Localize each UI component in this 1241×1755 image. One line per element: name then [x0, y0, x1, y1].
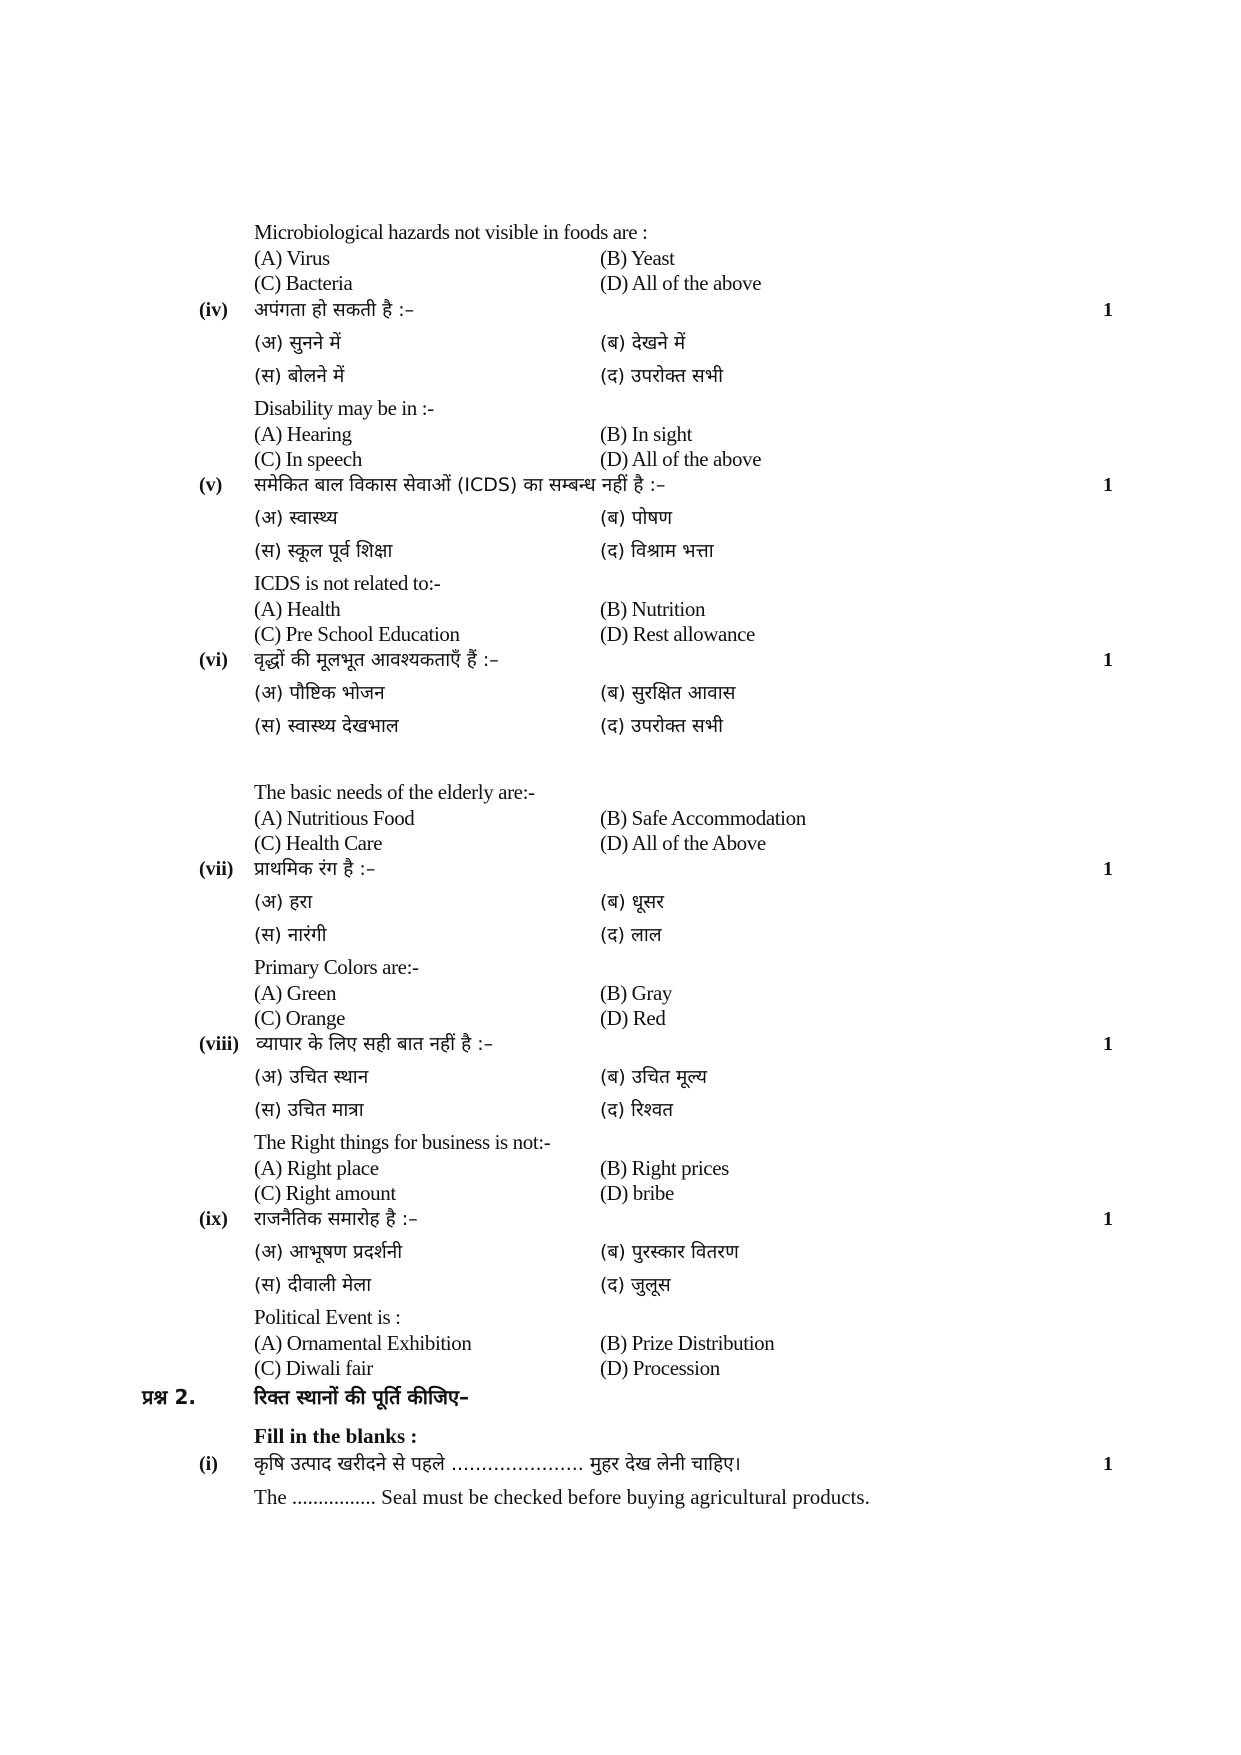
q8-en-option-b: (B) Right prices	[600, 1156, 729, 1180]
q7-en-option-d: (D) Red	[600, 1006, 666, 1030]
q8-en-question: The Right things for business is not:-	[254, 1130, 551, 1154]
q7-hi-option-c: (स) नारंगी	[254, 924, 327, 946]
q4-en-option-b: (B) In sight	[600, 422, 693, 446]
q9-number: (ix)	[199, 1208, 228, 1230]
q6-en-option-a: (A) Nutritious Food	[254, 806, 415, 830]
q8-en-option-a: (A) Right place	[254, 1156, 379, 1180]
q4-hi-option-c: (स) बोलने में	[254, 365, 345, 387]
q7-hi-option-a: (अ) हरा	[254, 891, 313, 913]
q4-hi-option-a: (अ) सुनने में	[254, 332, 341, 354]
q7-en-question: Primary Colors are:-	[254, 955, 419, 979]
q6-marks: 1	[1103, 649, 1113, 671]
section2-en-title: Fill in the blanks :	[254, 1424, 418, 1448]
q9-en-option-c: (C) Diwali fair	[254, 1356, 373, 1380]
q3-en-option-a: (A) Virus	[254, 246, 330, 270]
q9-hi-option-a: (अ) आभूषण प्रदर्शनी	[254, 1241, 403, 1263]
q8-number: (viii)	[199, 1033, 239, 1055]
q6-hi-option-b: (ब) सुरक्षित आवास	[600, 682, 736, 704]
q8-en-option-d: (D) bribe	[600, 1181, 674, 1205]
q7-marks: 1	[1103, 858, 1113, 880]
q9-en-option-d: (D) Procession	[600, 1356, 720, 1380]
q4-marks: 1	[1103, 299, 1113, 321]
q6-hi-option-d: (द) उपरोक्त सभी	[600, 715, 724, 737]
q5-hi-option-a: (अ) स्वास्थ्य	[254, 507, 338, 529]
section2-item-en-text: The ................ Seal must be checked before buying agricultural products.	[254, 1485, 870, 1509]
q7-hi-question: प्राथमिक रंग है :–	[254, 858, 376, 880]
q4-en-question: Disability may be in :-	[254, 396, 434, 420]
q3-en-option-b: (B) Yeast	[600, 246, 675, 270]
q3-en-option-d: (D) All of the above	[600, 271, 762, 295]
q5-en-option-d: (D) Rest allowance	[600, 622, 755, 646]
section2-number: प्रश्न 2.	[142, 1385, 196, 1409]
q5-en-option-b: (B) Nutrition	[600, 597, 706, 621]
q8-marks: 1	[1103, 1033, 1113, 1055]
q7-en-option-c: (C) Orange	[254, 1006, 346, 1030]
q6-hi-option-c: (स) स्वास्थ्य देखभाल	[254, 715, 399, 737]
q6-en-question: The basic needs of the elderly are:-	[254, 780, 535, 804]
q8-hi-option-a: (अ) उचित स्थान	[254, 1066, 369, 1088]
q9-marks: 1	[1103, 1208, 1113, 1230]
section2-hi-title: रिक्त स्थानों की पूर्ति कीजिए–	[254, 1385, 470, 1409]
q5-en-option-a: (A) Health	[254, 597, 341, 621]
q6-en-option-b: (B) Safe Accommodation	[600, 806, 806, 830]
q6-hi-question: वृद्धों की मूलभूत आवश्यकताएँ हैं :–	[254, 649, 499, 671]
q4-hi-question: अपंगता हो सकती है :–	[254, 299, 415, 321]
q4-number: (iv)	[199, 299, 228, 321]
q4-en-option-d: (D) All of the above	[600, 447, 762, 471]
section2-item-hi-text: कृषि उत्पाद खरीदने से पहले ...................... मुहर देख लेनी चाहिए।	[254, 1453, 741, 1475]
q7-en-option-a: (A) Green	[254, 981, 337, 1005]
q7-hi-option-b: (ब) धूसर	[600, 891, 665, 913]
section2-item-number: (i)	[199, 1453, 218, 1475]
q3-en-option-c: (C) Bacteria	[254, 271, 353, 295]
q8-hi-option-b: (ब) उचित मूल्य	[600, 1066, 708, 1088]
q5-hi-question: समेकित बाल विकास सेवाओं (ICDS) का सम्बन्ध नहीं है :–	[254, 474, 666, 496]
q6-number: (vi)	[199, 649, 228, 671]
q4-hi-option-d: (द) उपरोक्त सभी	[600, 365, 724, 387]
q9-hi-question: राजनैतिक समारोह है :–	[254, 1208, 418, 1230]
q9-hi-option-c: (स) दीवाली मेला	[254, 1274, 372, 1296]
q5-en-option-c: (C) Pre School Education	[254, 622, 460, 646]
q8-hi-question: व्यापार के लिए सही बात नहीं है :–	[256, 1033, 494, 1055]
q3-en-question: Microbiological hazards not visible in foods are :	[254, 220, 648, 244]
q5-number: (v)	[199, 474, 223, 496]
q9-en-option-b: (B) Prize Distribution	[600, 1331, 775, 1355]
q8-en-option-c: (C) Right amount	[254, 1181, 396, 1205]
section2-item-marks: 1	[1103, 1453, 1113, 1475]
q5-hi-option-c: (स) स्कूल पूर्व शिक्षा	[254, 540, 393, 562]
q7-number: (vii)	[199, 858, 234, 880]
q4-en-option-c: (C) In speech	[254, 447, 362, 471]
q4-en-option-a: (A) Hearing	[254, 422, 352, 446]
q7-en-option-b: (B) Gray	[600, 981, 673, 1005]
q9-hi-option-d: (द) जुलूस	[600, 1274, 671, 1296]
q5-hi-option-d: (द) विश्राम भत्ता	[600, 540, 714, 562]
q9-hi-option-b: (ब) पुरस्कार वितरण	[600, 1241, 739, 1263]
q5-en-question: ICDS is not related to:-	[254, 571, 441, 595]
q5-marks: 1	[1103, 474, 1113, 496]
q8-hi-option-c: (स) उचित मात्रा	[254, 1099, 364, 1121]
q8-hi-option-d: (द) रिश्वत	[600, 1099, 674, 1121]
q9-en-question: Political Event is :	[254, 1305, 401, 1329]
q6-hi-option-a: (अ) पौष्टिक भोजन	[254, 682, 385, 704]
q6-en-option-d: (D) All of the Above	[600, 831, 766, 855]
q7-hi-option-d: (द) लाल	[600, 924, 662, 946]
q5-hi-option-b: (ब) पोषण	[600, 507, 673, 529]
q9-en-option-a: (A) Ornamental Exhibition	[254, 1331, 472, 1355]
q6-en-option-c: (C) Health Care	[254, 831, 383, 855]
q4-hi-option-b: (ब) देखने में	[600, 332, 686, 354]
